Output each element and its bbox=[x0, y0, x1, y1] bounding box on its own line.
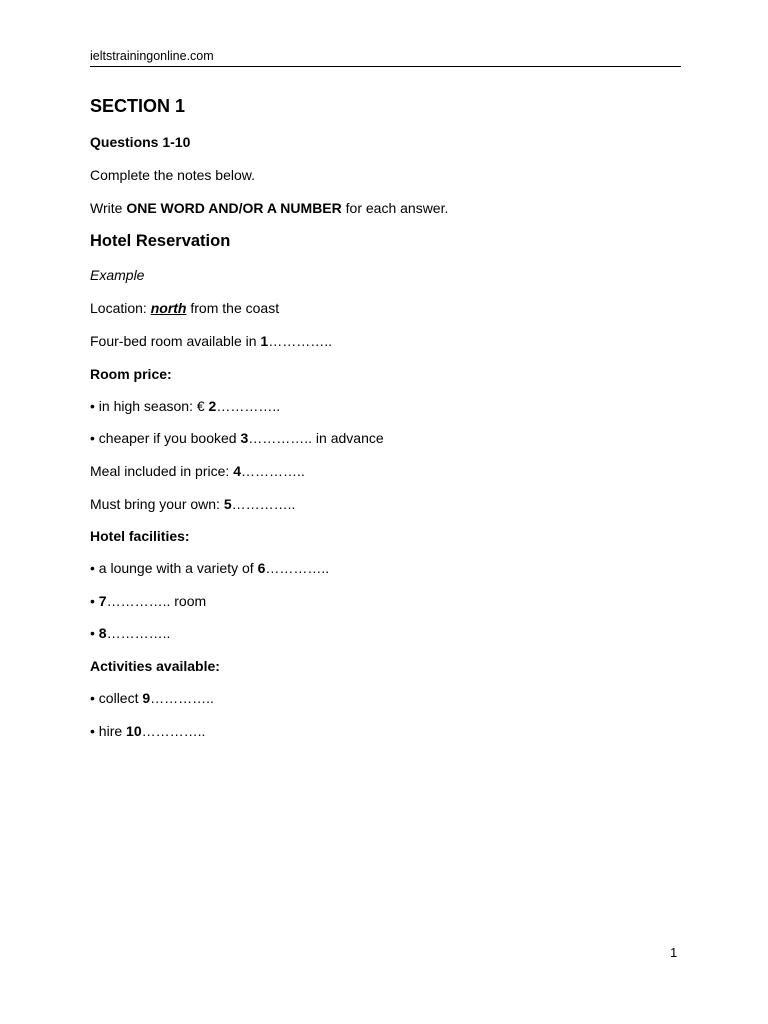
section-title: SECTION 1 bbox=[90, 96, 186, 116]
notes-title: Hotel Reservation bbox=[90, 232, 231, 250]
question-3-blank: ………….. bbox=[248, 430, 313, 446]
question-3-number: 3 bbox=[240, 430, 249, 446]
question-4-line bbox=[90, 462, 305, 480]
question-8-prefix: • bbox=[90, 625, 99, 641]
instruction-write-prefix: Write bbox=[90, 200, 127, 216]
question-3-suffix: in advance bbox=[312, 430, 384, 446]
page-header bbox=[90, 48, 681, 67]
question-1-line bbox=[90, 332, 332, 350]
instruction-complete: Complete the notes below. bbox=[90, 167, 255, 183]
question-7-number: 7 bbox=[98, 593, 107, 609]
question-10-line bbox=[90, 722, 205, 740]
question-6-number: 6 bbox=[257, 560, 266, 576]
instruction-write bbox=[90, 199, 448, 217]
example-prefix: Location: bbox=[90, 300, 151, 316]
question-8-number: 8 bbox=[98, 625, 107, 641]
question-2-line bbox=[90, 397, 280, 415]
question-10-prefix: • hire bbox=[90, 723, 127, 739]
question-4-prefix: Meal included in price: bbox=[90, 463, 234, 479]
question-7-suffix: room bbox=[170, 593, 207, 609]
facilities-heading: Hotel facilities: bbox=[90, 528, 190, 544]
site-name: ieltstrainingonline.com bbox=[90, 49, 214, 63]
question-7-prefix: • bbox=[90, 593, 99, 609]
question-6-blank: ………….. bbox=[265, 560, 330, 576]
question-6-prefix: • a lounge with a variety of bbox=[90, 560, 258, 576]
question-3-line bbox=[90, 429, 384, 447]
question-5-blank: ………….. bbox=[231, 496, 296, 512]
questions-range: Questions 1-10 bbox=[90, 134, 191, 150]
question-9-number: 9 bbox=[142, 690, 151, 706]
question-8-line bbox=[90, 624, 170, 642]
question-7-blank: ………….. bbox=[106, 593, 171, 609]
question-2-number: 2 bbox=[208, 398, 217, 414]
question-4-number: 4 bbox=[233, 463, 241, 479]
question-10-blank: ………….. bbox=[141, 723, 206, 739]
question-5-number: 5 bbox=[223, 496, 232, 512]
question-1-prefix: Four-bed room available in bbox=[90, 333, 261, 349]
room-price-heading: Room price: bbox=[90, 366, 172, 382]
example-suffix: from the coast bbox=[186, 300, 280, 316]
question-6-line bbox=[90, 559, 329, 577]
question-3-prefix: • cheaper if you booked bbox=[90, 430, 241, 446]
question-2-blank: ………….. bbox=[216, 398, 281, 414]
question-7-line bbox=[90, 592, 206, 610]
example-line bbox=[90, 299, 279, 317]
instruction-write-rule: ONE WORD AND/OR A NUMBER bbox=[126, 200, 342, 216]
question-5-prefix: Must bring your own: bbox=[90, 496, 224, 512]
question-10-number: 10 bbox=[126, 723, 142, 739]
question-4-blank: ………….. bbox=[240, 463, 305, 479]
example-label: Example bbox=[90, 267, 145, 283]
activities-heading: Activities available: bbox=[90, 658, 220, 674]
example-answer: north bbox=[150, 300, 187, 316]
question-9-blank: ………….. bbox=[150, 690, 214, 706]
question-1-blank: ………….. bbox=[268, 333, 332, 349]
question-1-number: 1 bbox=[260, 333, 269, 349]
page-number: 1 bbox=[670, 945, 678, 960]
question-9-prefix: • collect bbox=[90, 690, 143, 706]
question-9-line bbox=[90, 689, 214, 707]
question-8-blank: ………….. bbox=[106, 625, 171, 641]
question-2-prefix: • in high season: € bbox=[90, 398, 209, 414]
question-5-line bbox=[90, 495, 295, 513]
instruction-write-suffix: for each answer. bbox=[341, 200, 449, 216]
